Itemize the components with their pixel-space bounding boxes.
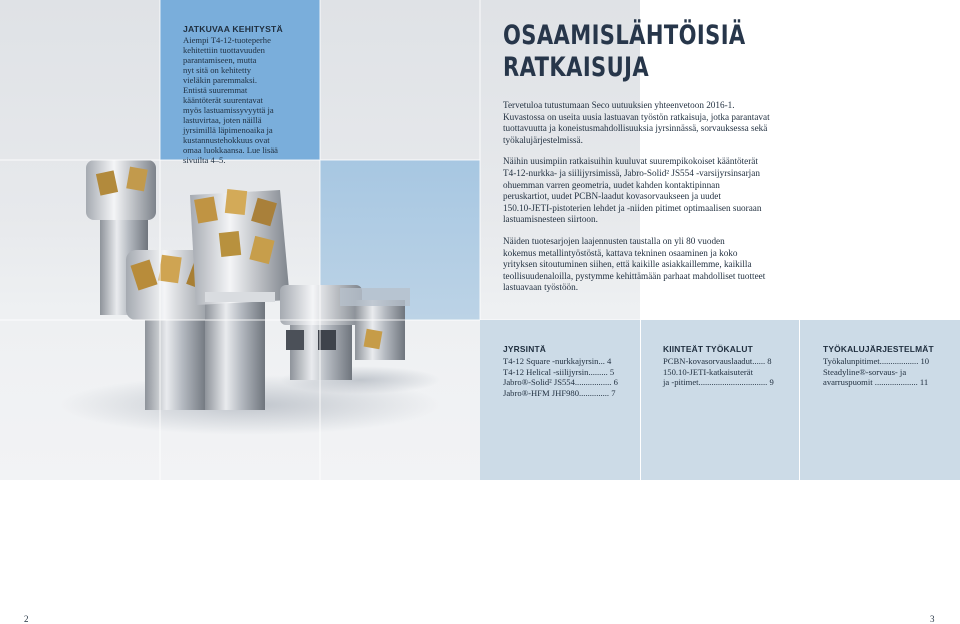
page-number-right: 3 — [930, 614, 935, 624]
index-title: JYRSINTÄ — [503, 344, 547, 354]
text-line: Näiden tuotesarjojen laajennusten taustalla on yli 80 vuoden — [503, 235, 725, 246]
index-item[interactable]: Jabro®-HFM JHF980.............. 7 — [503, 387, 616, 398]
page-number-left: 2 — [24, 614, 29, 624]
info-box-line: Entistä suuremmat — [183, 85, 248, 95]
info-box-line: kääntöterät suurentavat — [183, 95, 263, 105]
intro-paragraph-1 — [503, 100, 773, 146]
index-item[interactable]: Steadyline®-sorvaus- ja — [823, 366, 907, 377]
page-title — [503, 20, 838, 84]
page-title-line-2: RATKAISUJA — [503, 52, 650, 83]
text-line: Kuvastossa on useita uusia lastuavan työstön ratkaisuja, jotka parantavat — [503, 111, 770, 122]
index-solid-tools — [663, 344, 774, 388]
index-item[interactable]: Jabro®-Solid² JS554................. 6 — [503, 377, 618, 388]
index-item[interactable]: T4-12 Square -nurkkajyrsin... 4 — [503, 356, 612, 367]
text-line: teollisuudenaloilla, pystymme kehittämään parhaat mahdolliset tuotteet — [503, 270, 766, 281]
intro-paragraph-2 — [503, 156, 773, 226]
text-line: kokemus metallintyöstöstä, kattava tekninen osaaminen ja koko — [503, 247, 738, 258]
index-item[interactable]: T4-12 Helical -siilijyrsin......... 5 — [503, 366, 615, 377]
index-item[interactable]: avarruspuomit .................... 11 — [823, 377, 929, 388]
text-line: lastuavaan työstöön. — [503, 282, 579, 293]
index-item[interactable]: Työkalunpitimet.................. 10 — [823, 356, 930, 367]
intro-text — [503, 100, 773, 304]
index-item[interactable]: 150.10-JETI-katkaisuterät — [663, 366, 753, 377]
info-box-line: parantamiseen, mutta — [183, 55, 257, 65]
index-item[interactable]: ja -pitimet................................ 9 — [663, 377, 774, 388]
index-tooling-systems — [823, 344, 934, 388]
info-box-line: lastuvirtaa, joten näillä — [183, 115, 262, 125]
text-line: työkalujärjestelmissä. — [503, 134, 583, 145]
index-item[interactable]: PCBN-kovasorvauslaadut...... 8 — [663, 356, 772, 367]
index-milling — [503, 344, 618, 398]
text-line: yrityksen sitoutuminen siihen, että kaikille asiakkaillemme, kaikilla — [503, 259, 752, 270]
info-box — [183, 24, 308, 165]
index-title: TYÖKALUJÄRJESTELMÄT — [823, 344, 934, 354]
info-box-line: jyrsimillä läpimenoaika ja — [183, 125, 273, 135]
text-line: tuottavuutta ja koneistusmahdollisuuksia jyrsinnässä, sorvauksessa sekä — [503, 123, 768, 134]
text-line: Tervetuloa tutustumaan Seco uutuuksien yhteenvetoon 2016-1. — [503, 100, 735, 110]
text-line: Näihin uusimpiin ratkaisuihin kuuluvat suurempikokoiset kääntöterät — [503, 156, 758, 167]
info-box-line: vieläkin paremmaksi. — [183, 75, 257, 85]
text-line: 150.10-JETI-pistoterien lehdet ja -niiden pitimet optimaalisen suoraan — [503, 202, 762, 213]
info-box-line: omaa luokkaansa. Lue lisää — [183, 145, 278, 155]
text-line: ohuemman varren geometria, uudet kahden kontaktipinnan — [503, 179, 720, 190]
info-box-line: kustannustehokkuus ovat — [183, 135, 270, 145]
info-box-line: myös lastuamissyvyyttä ja — [183, 105, 274, 115]
intro-paragraph-3 — [503, 236, 773, 294]
info-box-line: nyt sitä on kehitetty — [183, 65, 252, 75]
text-line: peruskartiot, uudet PCBN-laadut kovasorvaukseen ja uudet — [503, 191, 721, 202]
info-box-line: Aiempi T4-12-tuoteperhe — [183, 35, 271, 45]
index-title: KIINTEÄT TYÖKALUT — [663, 344, 753, 354]
info-box-line: kehitettiin tuottavuuden — [183, 45, 265, 55]
page-title-line-1: OSAAMISLÄHTÖISIÄ — [503, 20, 746, 51]
text-line: lastuamisnesteen siirtoon. — [503, 214, 598, 225]
text-line: T4-12-nurkka- ja siilijyrsimissä, Jabro-Solid² JS554 -varsijyrsinsarjan — [503, 167, 760, 178]
info-box-title: JATKUVAA KEHITYSTÄ — [183, 24, 283, 34]
info-box-line: sivuilta 4–5. — [183, 155, 226, 165]
